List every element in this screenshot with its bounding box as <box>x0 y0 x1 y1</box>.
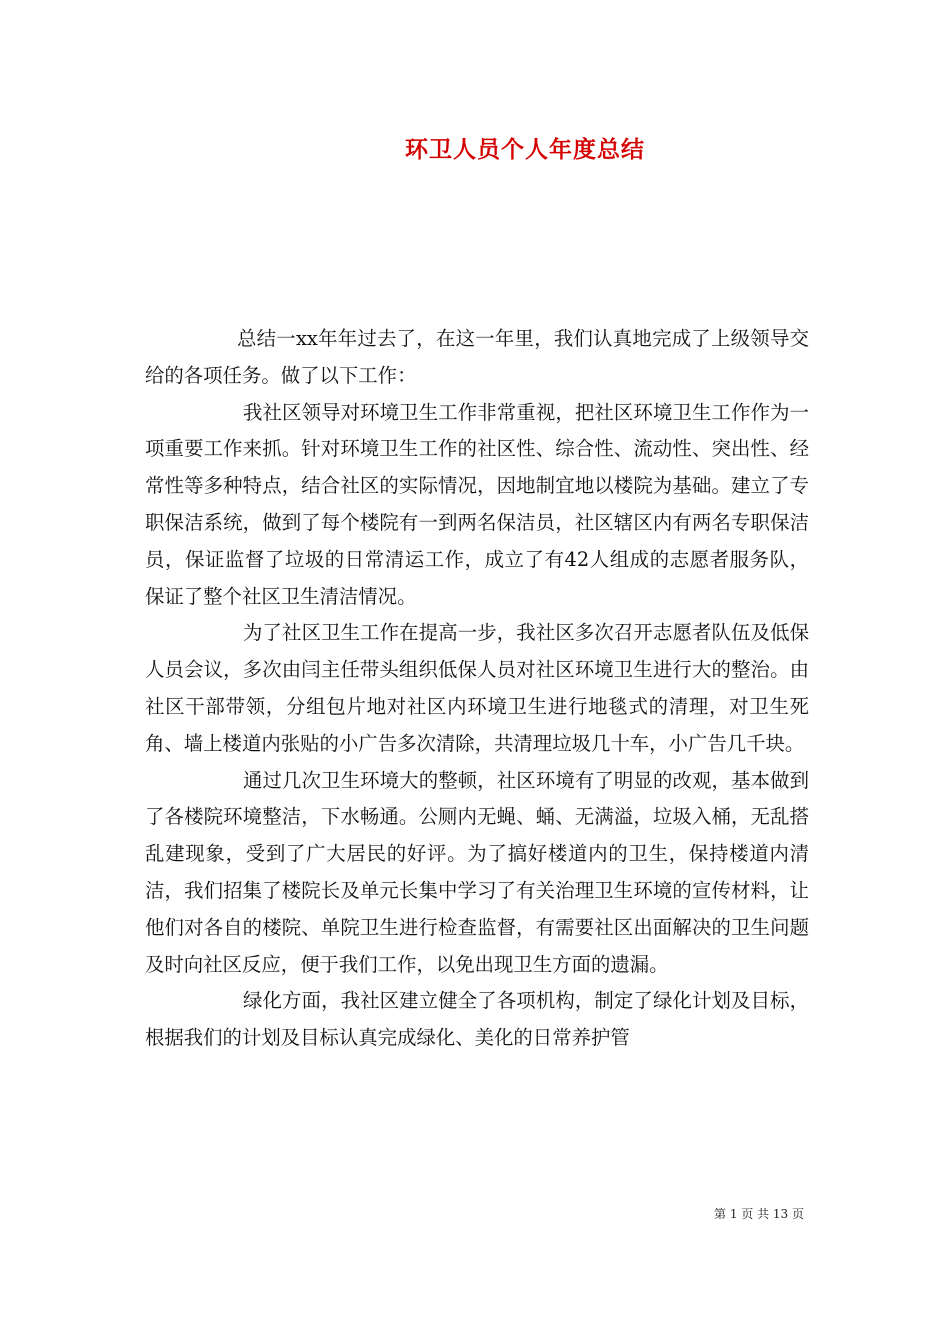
paragraph-greening: 绿化方面，我社区建立健全了各项机构，制定了绿化计划及目标，根据我们的计划及目标认真完成绿化、美化的日常养护管 <box>145 989 809 1050</box>
document-title: 环卫人员个人年度总结 <box>405 136 645 163</box>
paragraph-environment-management: 我社区领导对环境卫生工作非常重视，把社区环境卫生工作作为一项重要工作来抓。针对环境卫生工作的社区性、综合性、流动性、突出性、经常性等多种特点，结合社区的实际情况，因地制宜地以楼院为基础。建立了专职保洁系统，做到了每个楼院有一到两名保洁员，社区辖区内有两名专职保洁员，保证监督了垃圾的日常清运工作，成立了有42人组成的志愿者服务队，保证了整个社区卫生清洁情况。 <box>145 400 809 608</box>
paragraph-results: 通过几次卫生环境大的整顿，社区环境有了明显的改观，基本做到了各楼院环境整洁，下水畅通。公厕内无蝇、蛹、无满溢，垃圾入桶，无乱搭乱建现象，受到了广大居民的好评。为了搞好楼道内的卫生，保持楼道内清洁，我们招集了楼院长及单元长集中学习了有关治理卫生环境的宣传材料，让他们对各自的楼院、单院卫生进行检查监督，有需要社区出面解决的卫生问题及时向社区反应，便于我们工作，以免出现卫生方面的遗漏。 <box>145 768 809 976</box>
page-number-footer: 第 1 页 共 13 页 <box>714 1207 804 1221</box>
paragraph-intro: 总结一xx年年过去了，在这一年里，我们认真地完成了上级领导交给的各项任务。做了以下工作： <box>145 327 809 387</box>
document-body <box>145 321 809 1057</box>
paragraph-cleanup-campaign: 为了社区卫生工作在提高一步，我社区多次召开志愿者队伍及低保人员会议，多次由闫主任带头组织低保人员对社区环境卫生进行大的整治。由社区干部带领，分组包片地对社区内环境卫生进行地毯式的清理，对卫生死角、墙上楼道内张贴的小广告多次清除，共清理垃圾几十车，小广告几千块。 <box>145 621 809 755</box>
